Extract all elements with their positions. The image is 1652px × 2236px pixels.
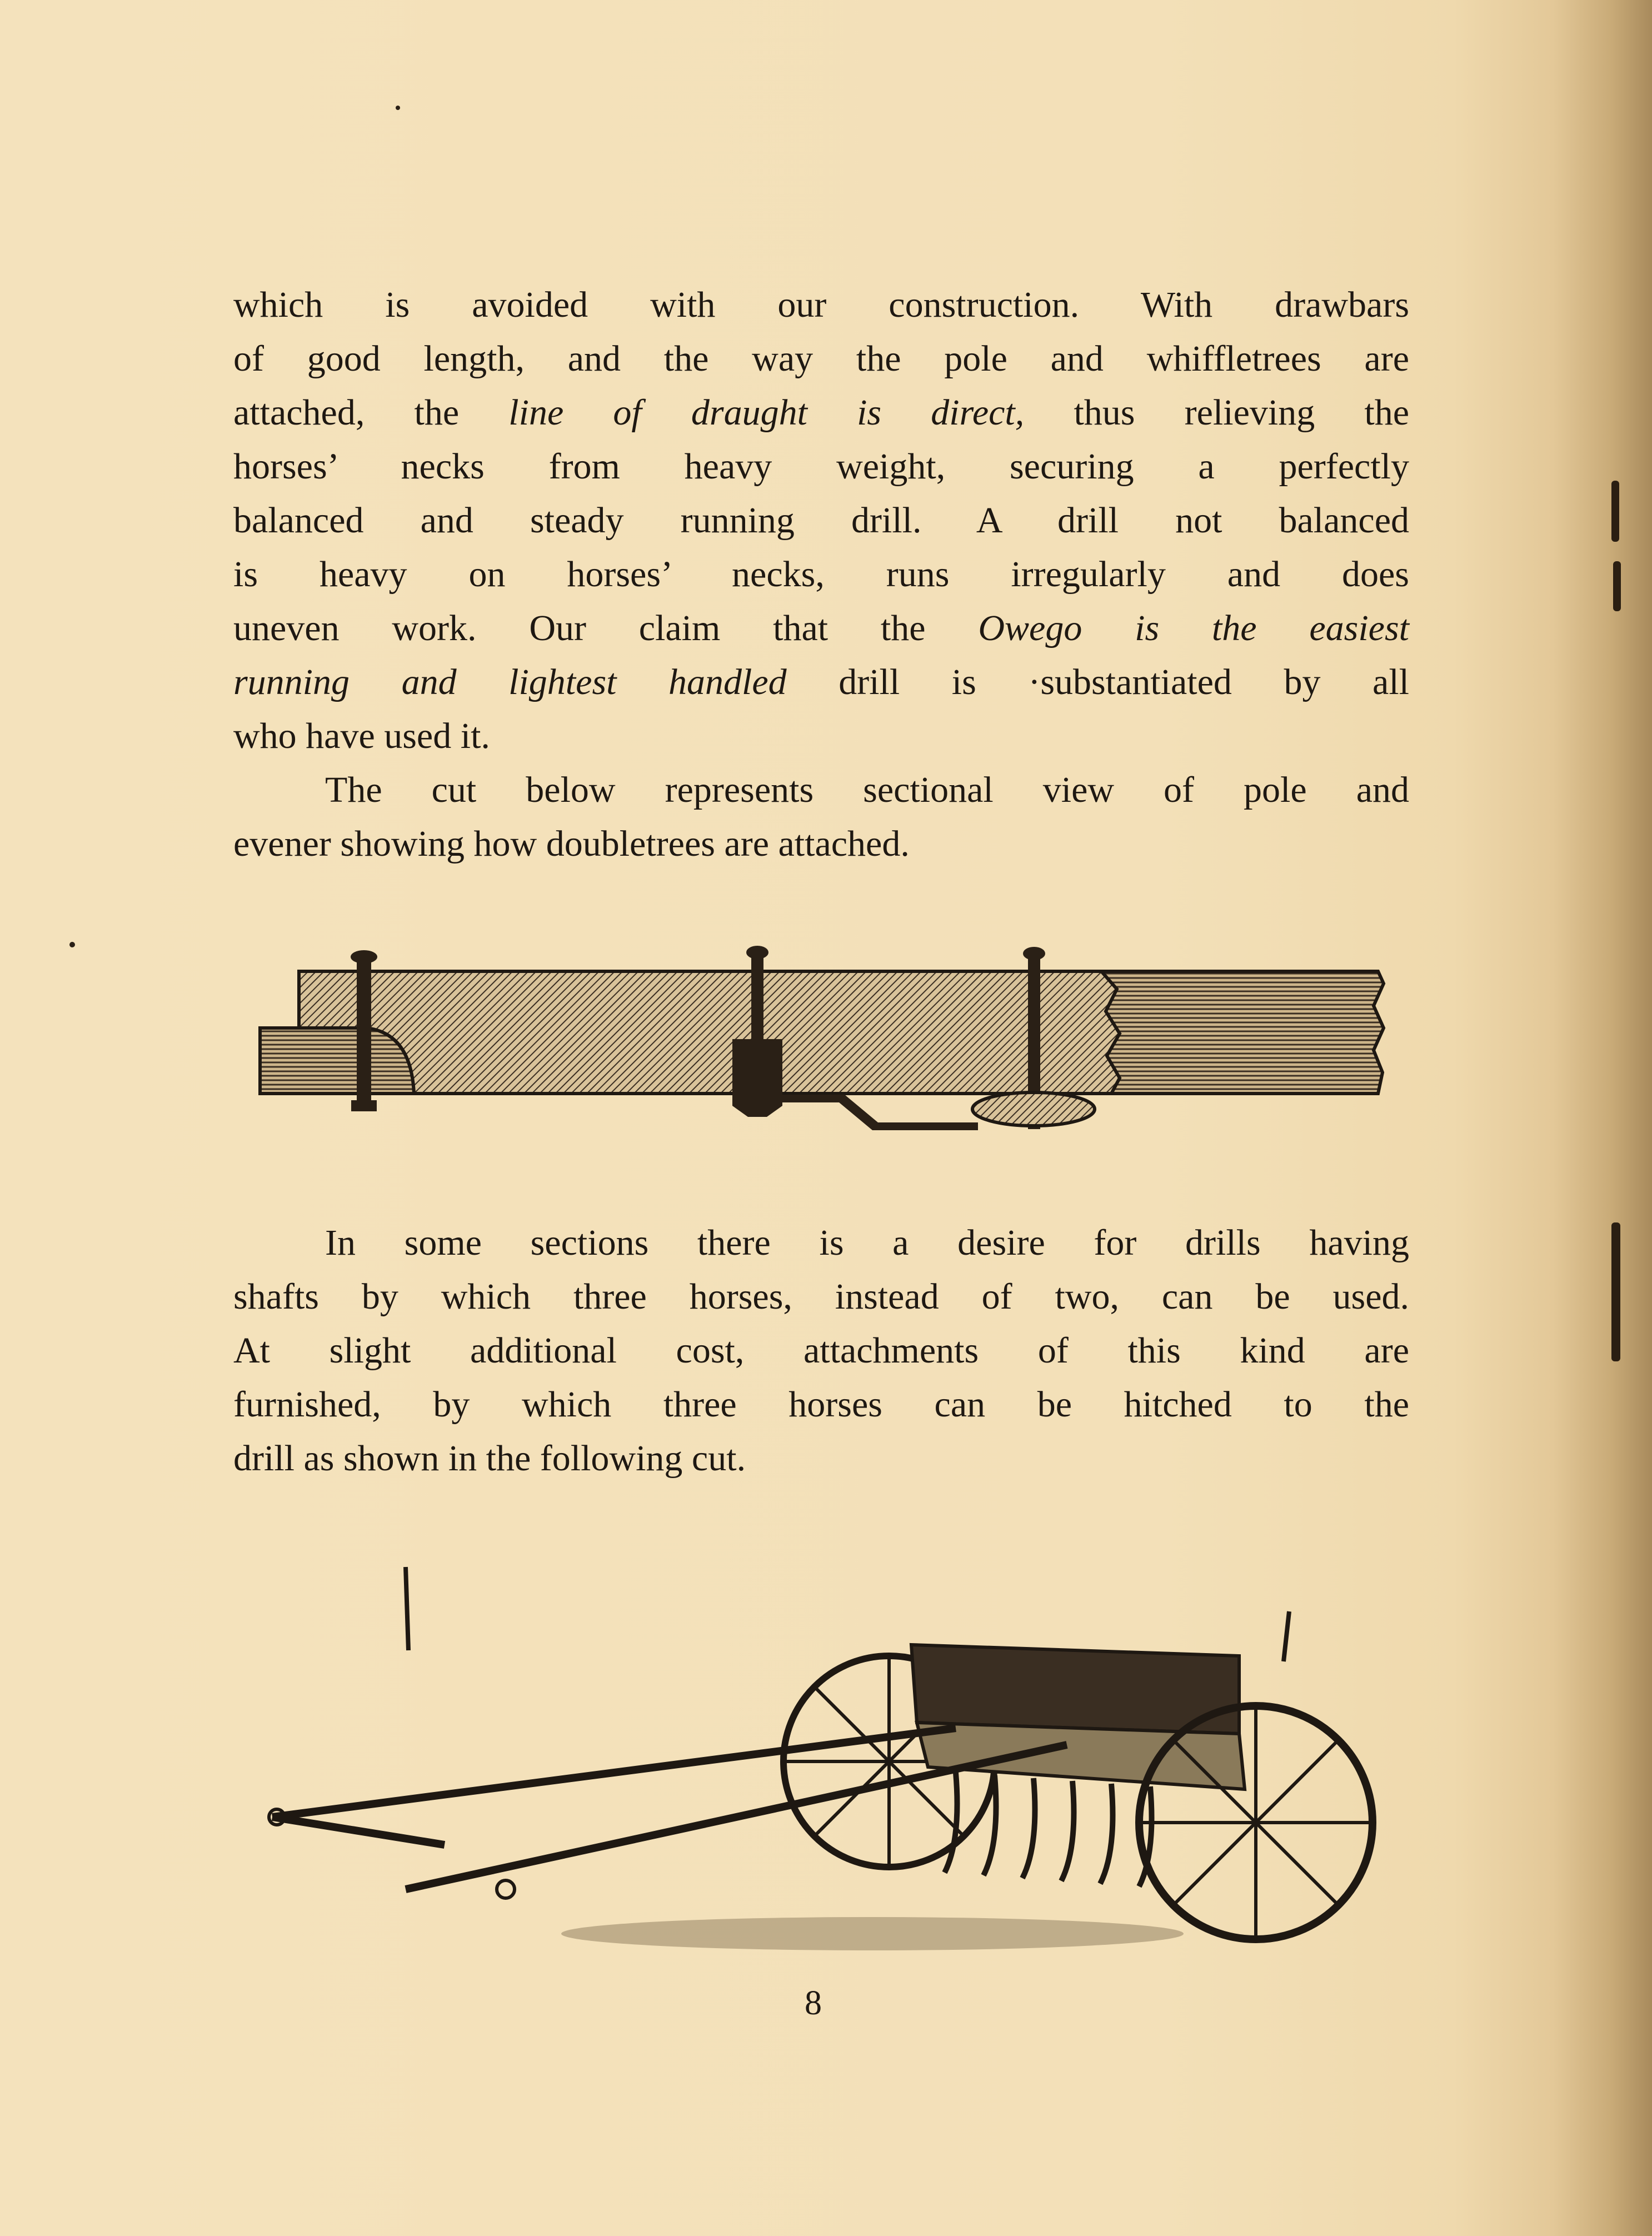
text-segment: The cut below represents sectional view of pole and (325, 770, 1409, 810)
binding-mark (1613, 561, 1621, 611)
text-segment: drill as shown in the following cut. (233, 1438, 746, 1479)
ink-speck (396, 106, 400, 110)
italic-text: Owego is the easiest (978, 608, 1409, 648)
text-line (233, 1377, 1409, 1431)
text-segment: balanced and steady running drill. A drill not balanced (233, 500, 1409, 541)
binding-mark (1611, 1222, 1620, 1361)
text-segment: At slight additional cost, attachments of this kind are (233, 1330, 1409, 1371)
text-segment: shafts by which three horses, instead of two, can be used. (233, 1276, 1409, 1317)
italic-text: line of draught is direct, (508, 392, 1025, 433)
text-line (233, 1270, 1409, 1324)
paragraph-2 (233, 763, 1409, 871)
text-line (233, 763, 1409, 817)
text-line (233, 1216, 1409, 1270)
text-line (233, 493, 1409, 547)
text-segment: In some sections there is a desire for drills having (325, 1222, 1409, 1263)
text-line (233, 817, 1409, 871)
text-segment: attached, the (233, 392, 509, 433)
text-segment: uneven work. Our claim that the (233, 608, 979, 648)
text-segment: which is avoided with our construction. With drawbars (233, 285, 1409, 325)
text-segment: furnished, by which three horses can be hitched to the (233, 1384, 1409, 1425)
text-line (233, 709, 1409, 763)
binding-mark (1611, 481, 1619, 542)
text-segment: evener showing how doubletrees are attached. (233, 823, 910, 864)
text-line (233, 440, 1409, 493)
text-segment: horses’ necks from heavy weight, securing a perfectly (233, 446, 1409, 487)
text-line (233, 278, 1409, 332)
text-line (233, 655, 1409, 709)
text-segment: is heavy on horses’ necks, runs irregularly and does (233, 554, 1409, 595)
pole-section-illustration (256, 945, 1389, 1145)
text-line (233, 547, 1409, 601)
text-segment: of good length, and the way the pole and whiffletrees are (233, 338, 1409, 379)
text-line (233, 386, 1409, 440)
text-segment: drill is ·substantiated by all (786, 662, 1409, 702)
text-line (233, 332, 1409, 386)
page-number: 8 (805, 1984, 822, 2022)
paragraph-1 (233, 278, 1409, 763)
text-line (233, 1324, 1409, 1377)
text-line (233, 601, 1409, 655)
text-line (233, 1431, 1409, 1485)
italic-text: running and lightest handled (233, 662, 787, 702)
text-segment: thus relieving the (1024, 392, 1409, 433)
paragraph-3 (233, 1216, 1409, 1485)
three-horse-drill-illustration (261, 1556, 1417, 1967)
ink-speck (69, 942, 75, 947)
text-segment: who have used it. (233, 716, 490, 756)
